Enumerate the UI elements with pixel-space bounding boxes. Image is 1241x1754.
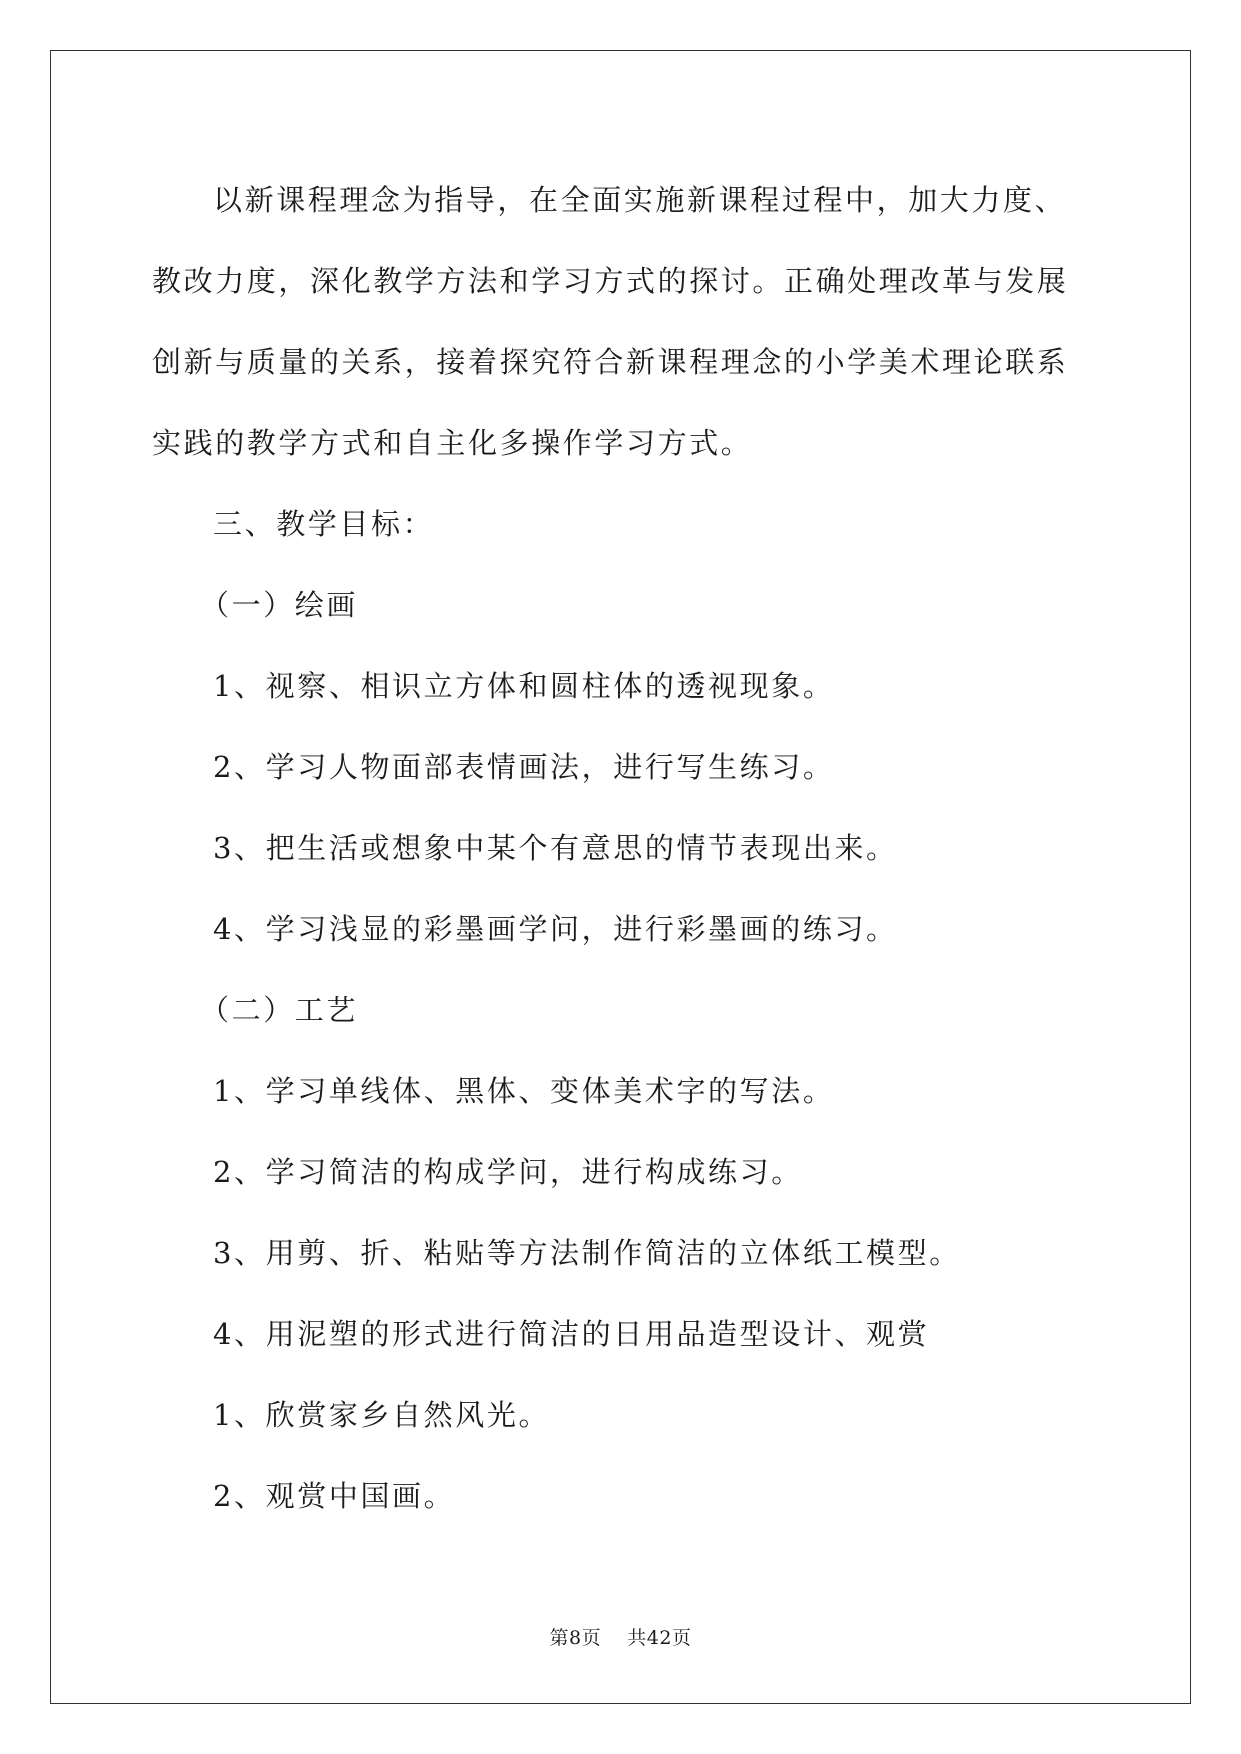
section-heading: 三、教学目标： [213,507,435,541]
page-number-total: 共42页 [627,1627,692,1649]
craft-item: 3、用剪、折、粘贴等方法制作简洁的立体纸工模型。 [213,1236,961,1270]
appreciation-item: 1、欣赏家乡自然风光。 [213,1398,551,1432]
painting-item: 3、把生活或想象中某个有意思的情节表现出来。 [213,831,898,865]
appreciation-item: 2、观赏中国画。 [213,1479,456,1513]
painting-heading: （一）绘画 [200,588,359,622]
intro-paragraph: 以新课程理念为指导，在全面实施新课程过程中，加大力度、教改力度，深化教学方法和学习方式的探讨。正确处理改革与发展创新与质量的关系，接着探究符合新课程理念的小学美术理论联系实践的教学方式和自主化多操作学习方式。 [152,183,1069,460]
page-footer [0,1623,1241,1650]
craft-item: 4、用泥塑的形式进行简洁的日用品造型设计、观赏 [213,1317,930,1351]
painting-item: 4、学习浅显的彩墨画学问，进行彩墨画的练习。 [213,912,898,946]
craft-heading: （二）工艺 [200,993,359,1027]
document-body [152,160,1092,1537]
painting-item: 1、视察、相识立方体和圆柱体的透视现象。 [213,669,835,703]
craft-item: 2、学习简洁的构成学问，进行构成练习。 [213,1155,803,1189]
painting-item: 2、学习人物面部表情画法，进行写生练习。 [213,750,835,784]
craft-item: 1、学习单线体、黑体、变体美术字的写法。 [213,1074,835,1108]
page-number-current: 第8页 [549,1627,602,1649]
